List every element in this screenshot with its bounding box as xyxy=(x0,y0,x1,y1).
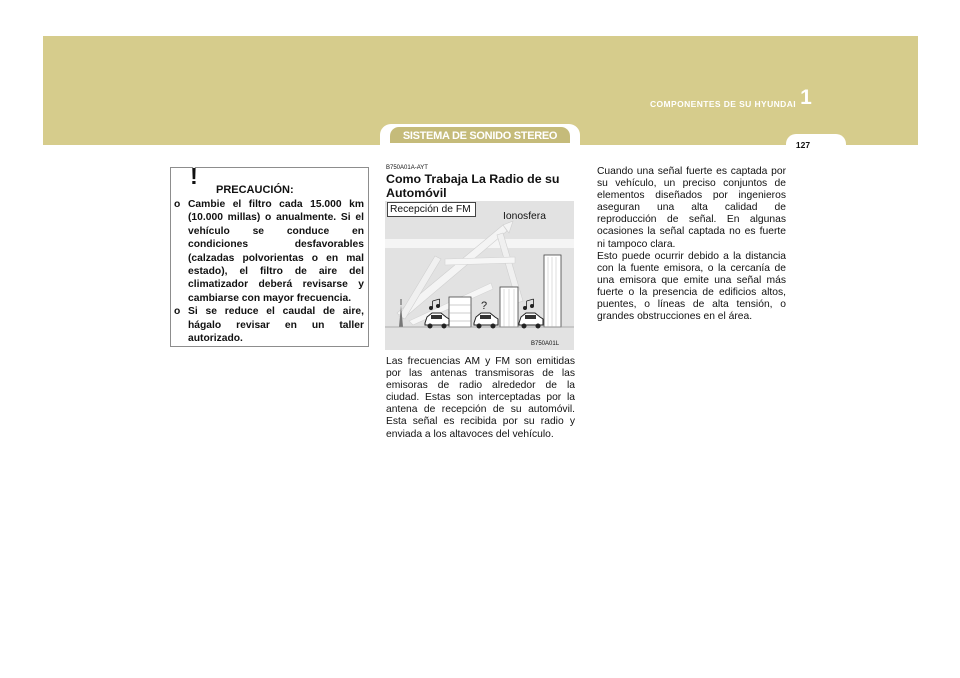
car xyxy=(519,313,543,329)
article-paragraph-right xyxy=(597,166,786,323)
car xyxy=(425,313,449,329)
figure-label-ionosphere: Ionosfera xyxy=(503,211,546,222)
article-paragraph-left xyxy=(386,356,575,441)
car xyxy=(474,313,498,329)
caution-list xyxy=(174,198,364,345)
article-title: Como Trabaja La Radio de su Automóvil xyxy=(386,172,560,200)
paragraph: Cuando una señal fuerte es captada por su vehículo, un preciso conjuntos de elementos diseñados por ingenieros aseguran una alta calidad de reproducción de señal. En algunas ocasiones la señal captada no es fuerte ni tampoco clara. xyxy=(597,166,786,250)
paragraph: Las frecuencias AM y FM son emitidas por las antenas transmisoras de las emisoras de radio alrededor de la ciudad. Estas son interceptadas por la antena de recepción de su automóvil. Esta señal es recibida por su radio y enviada a los altavoces del vehículo. xyxy=(386,356,575,440)
building xyxy=(449,297,471,327)
page-number: 127 xyxy=(795,140,811,150)
caution-bullet: o xyxy=(174,199,181,210)
article-ref-code: B750A01A-AYT xyxy=(386,165,428,171)
chapter-title: COMPONENTES DE SU HYUNDAI xyxy=(649,99,796,109)
chapter-number: 1 xyxy=(800,86,812,109)
radio-reception-illustration xyxy=(385,201,574,350)
caution-item xyxy=(174,305,364,345)
caution-item-text: Si se reduce el caudal de aire, hágalo revisar en un taller autorizado. xyxy=(188,306,364,345)
music-note-icon xyxy=(523,299,533,310)
exclamation-mark: ! xyxy=(190,163,198,189)
signal-beam xyxy=(445,257,515,265)
paragraph: Esto puede ocurrir debido a la distancia con la fuente emisora, o la cercanía de una emisora que emite una señal más fuerte o la presencia de edificios altos, puentes, o líneas de alta tensión, o grandes obstrucciones en el área. xyxy=(597,250,786,323)
caution-bullet: o xyxy=(174,306,181,318)
building xyxy=(544,255,561,327)
caution-item xyxy=(174,198,364,305)
question-mark: ? xyxy=(481,300,488,312)
caution-item-text: Cambie el filtro cada 15.000 km (10.000 millas) o anualmente. Si el vehículo se conduce en condiciones desfavorables (calzadas polvorientas o en mal estado), el filtro de aire del climatizador deberá revisarse y cambiarse con mayor frecuencia. xyxy=(188,199,364,304)
caution-heading: PRECAUCIÓN: xyxy=(216,184,294,196)
figure-code: B750A01L xyxy=(531,341,560,347)
section-title: SISTEMA DE SONIDO STEREO xyxy=(402,130,558,142)
figure-label-reception: Recepción de FM xyxy=(387,202,476,217)
